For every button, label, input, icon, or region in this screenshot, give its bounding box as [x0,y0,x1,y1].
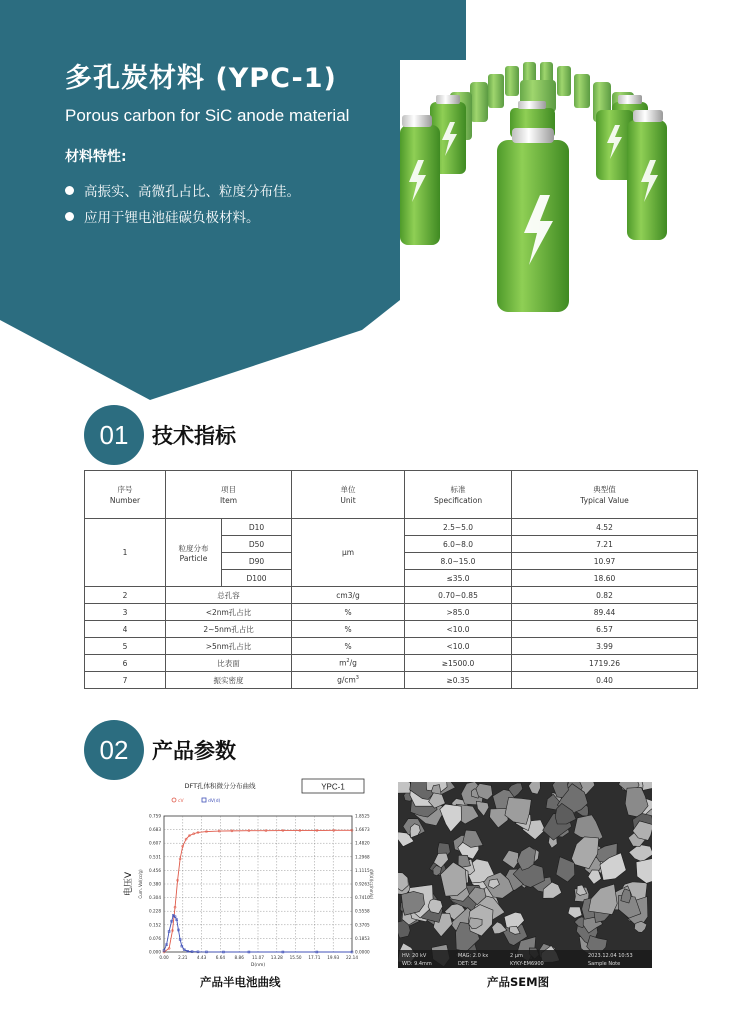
cell-spec: ≥1500.0 [405,655,512,672]
cell-item: >5nm孔占比 [166,638,292,655]
features-heading: 材料特性: [65,149,127,165]
battery-field [400,60,750,320]
sample-label: YPC-1 [321,782,345,792]
cell-typical: 0.40 [512,672,698,689]
y-right-axis-label: dV(d)(cc/nm/g) [369,868,374,900]
legend-label: cV [178,799,184,804]
cell-number: 7 [85,672,166,689]
cell-typical: 6.57 [512,621,698,638]
y-right-tick-label: 1.4820 [355,840,370,846]
cell-unit: μm [292,519,405,587]
legend-marker [172,798,176,802]
cell-typical: 7.21 [512,536,698,553]
cell-typical: 10.97 [512,553,698,570]
section-header-params [84,720,236,780]
x-tick-label: 17.71 [308,955,321,960]
legend-label: dV(d) [208,799,221,804]
feature-item [65,180,300,200]
x-tick-label: 22.14 [346,955,358,960]
table-row [85,655,698,672]
cell-number: 5 [85,638,166,655]
y-left-tick-label: 0.607 [149,840,161,846]
cell-typical: 89.44 [512,604,698,621]
cell-item: 2~5nm孔占比 [166,621,292,638]
sem-info-text: 2023.12.04 10:53 [588,953,633,959]
product-subtitle: Porous carbon for SiC anode material [65,106,350,125]
y-right-tick-label: 0.5558 [355,908,370,914]
sem-caption: 产品SEM图 [487,975,550,989]
section-number-badge: 01 [84,405,144,465]
cell-number: 2 [85,587,166,604]
x-tick-label: 4.43 [196,955,207,960]
cell-number: 3 [85,604,166,621]
x-tick-label: 2.21 [178,955,188,960]
x-tick-label: 11.07 [252,955,264,960]
y-axis-label: 电压V [124,871,134,897]
x-tick-label: 0.00 [159,955,169,960]
hero-banner [0,0,751,400]
cell-sub: D90 [222,553,292,570]
cell-unit: $g/cm^3$ [292,672,405,689]
bullet-icon [65,186,74,195]
table-row [85,519,698,536]
table-row [85,672,698,689]
y-left-tick-label: 0.304 [149,895,161,901]
col-header-item: 项目 Item [166,471,292,519]
x-axis-label: D(nm) [250,963,266,968]
cell-spec: <10.0 [405,638,512,655]
cell-spec: 6.0~8.0 [405,536,512,553]
cell-particle-label: 粒度分布 Particle [166,519,222,587]
y-right-tick-label: 1.8525 [355,813,370,819]
x-tick-label: 6.64 [215,955,226,960]
sem-info-text: HV: 20 kV [402,953,427,959]
section-number-badge: 02 [84,720,144,780]
cell-spec: <10.0 [405,621,512,638]
cell-sub: D50 [222,536,292,553]
x-tick-label: 13.28 [270,955,283,960]
y-right-tick-label: 1.2968 [355,854,370,860]
sem-info-text: KYKY-EM6900 [510,961,544,967]
chart-title: DFT孔体积微分分布曲线 [184,782,256,790]
cell-typical: 4.52 [512,519,698,536]
cell-typical: 18.60 [512,570,698,587]
x-tick-label: 8.86 [234,955,244,960]
table-row [85,638,698,655]
y-left-tick-label: 0.531 [149,854,161,860]
sem-info-text: 2 μm [510,953,523,959]
cell-spec: >85.0 [405,604,512,621]
y-left-tick-label: 0.380 [149,881,161,887]
y-right-tick-label: 0.7410 [355,895,370,901]
half-cell-chart [120,776,374,976]
col-header-unit: 单位 Unit [292,471,405,519]
table-row [85,587,698,604]
feature-text: 应用于锂电池硅碳负极材料。 [84,210,260,226]
cell-item: <2nm孔占比 [166,604,292,621]
cell-sub: D10 [222,519,292,536]
cell-spec: 0.70~0.85 [405,587,512,604]
y-left-tick-label: 0.228 [149,908,161,914]
sem-info-text: Sample Note [588,961,621,967]
cell-number: 1 [85,519,166,587]
x-tick-label: 15.50 [289,955,302,960]
cell-number: 4 [85,621,166,638]
cell-typical: 1719.26 [512,655,698,672]
y-left-tick-label: 0.152 [149,922,161,928]
section-title: 技术指标 [152,424,236,448]
col-header-number: 序号 Number [85,471,166,519]
cell-item: 振实密度 [166,672,292,689]
y-right-tick-label: 0.9263 [355,881,370,887]
spec-table [84,470,698,689]
cell-number: 6 [85,655,166,672]
feature-text: 高振实、高微孔占比、粒度分布佳。 [84,184,300,200]
y-right-tick-label: 1.1115 [355,867,370,873]
y-right-tick-label: 1.6673 [355,827,370,833]
y-right-tick-label: 0.1853 [355,935,370,941]
feature-item [65,206,260,226]
chart-caption: 产品半电池曲线 [200,975,281,989]
y-right-tick-label: 0.3705 [355,922,370,928]
col-header-spec: 标准 Specification [405,471,512,519]
cell-typical: 0.82 [512,587,698,604]
y-right-tick-label: 0.0000 [355,949,370,955]
cell-item: 比表面 [166,655,292,672]
bullet-icon [65,212,74,221]
particle-grain [398,782,412,793]
section-header-specs [84,405,236,465]
cell-spec: 2.5~5.0 [405,519,512,536]
table-header-row [85,471,698,519]
cell-unit: % [292,638,405,655]
cell-sub: D100 [222,570,292,587]
cell-unit: % [292,604,405,621]
sem-info-text: DET: SE [458,961,478,967]
cell-item: 总孔容 [166,587,292,604]
y-left-tick-label: 0.456 [149,867,161,873]
cell-unit: cm3/g [292,587,405,604]
chart-svg [120,776,374,976]
table-row [85,621,698,638]
cell-typical: 3.99 [512,638,698,655]
y-left-tick-label: 0.000 [149,949,161,955]
y-left-tick-label: 0.759 [149,813,161,819]
sem-micrograph [398,782,652,968]
col-header-typical: 典型值 Typical Value [512,471,698,519]
product-title: 多孔炭材料 (YPC-1) [65,63,337,94]
cell-unit: % [292,621,405,638]
cell-spec: ≤35.0 [405,570,512,587]
x-tick-label: 19.93 [327,955,340,960]
legend-marker [202,798,206,802]
sem-info-text: WD: 9.4mm [402,961,432,967]
cell-unit: $m^2/g$ [292,655,405,672]
y-left-tick-label: 0.683 [149,827,161,833]
y-left-axis-label: Cum. Vol(cc/g) [138,869,143,899]
cell-spec: ≥0.35 [405,672,512,689]
cell-spec: 8.0~15.0 [405,553,512,570]
sem-image [398,782,652,968]
sem-info-text: MAG: 2.0 kx [458,953,489,959]
table-row [85,604,698,621]
section-title: 产品参数 [152,739,236,763]
y-left-tick-label: 0.076 [149,935,161,941]
